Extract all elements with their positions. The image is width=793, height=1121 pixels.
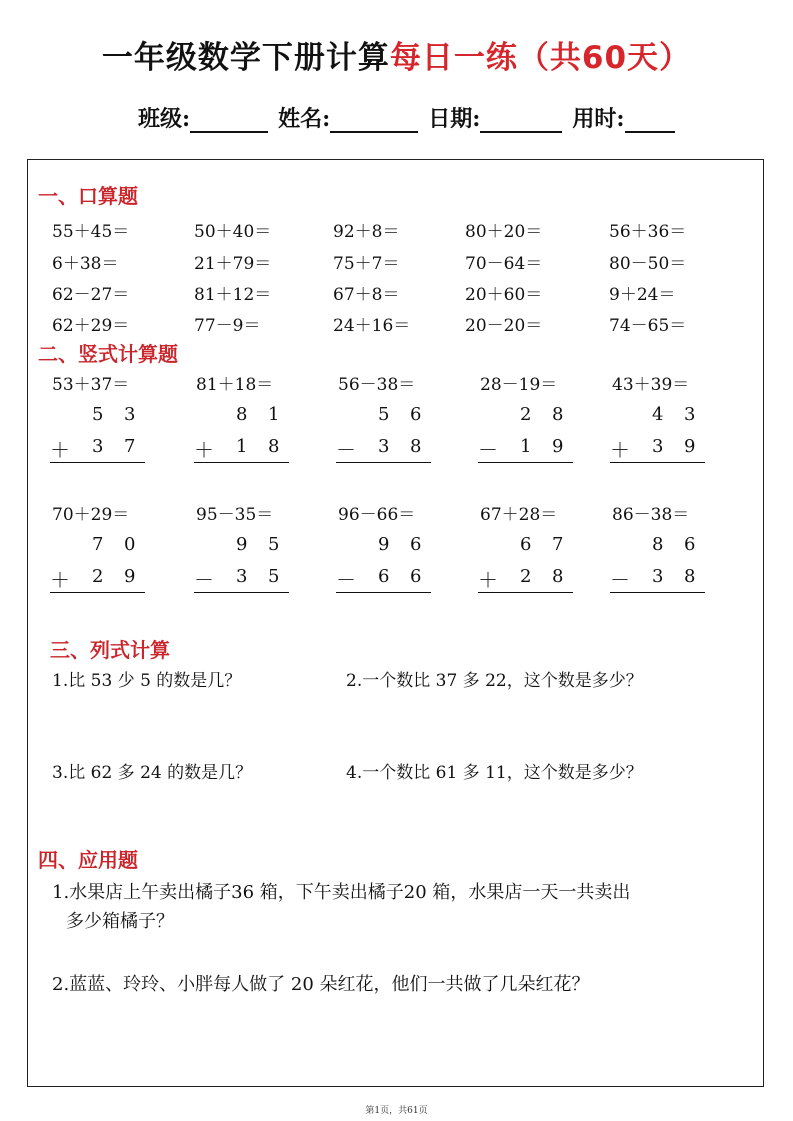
- oral-problem: 81＋12＝: [194, 285, 272, 305]
- oral-problem: 74－65＝: [609, 316, 687, 336]
- title-black: 一年级数学下册计算: [101, 40, 390, 76]
- word-problem-2: 2.蓝蓝、玲玲、小胖每人做了 20 朵红花，他们一共做了几朵红花？: [52, 974, 590, 995]
- bottom-tens-digit: 3: [236, 566, 248, 587]
- bottom-tens-digit: 3: [652, 566, 664, 587]
- vertical-equation: 43＋39＝: [612, 375, 690, 395]
- vertical-equation: 95－35＝: [196, 505, 274, 525]
- class-label: 班级:: [138, 106, 191, 132]
- top-ones-digit: 6: [410, 404, 422, 425]
- oral-problem: 6＋38＝: [52, 254, 119, 274]
- top-ones-digit: 8: [552, 404, 564, 425]
- student-info-row: [138, 102, 675, 133]
- oral-problem: 56＋36＝: [609, 222, 687, 242]
- bottom-tens-digit: 3: [92, 436, 104, 457]
- top-tens-digit: 4: [652, 404, 664, 425]
- oral-problem: 80－50＝: [609, 254, 687, 274]
- question-4: 4.一个数比 61 多 11，这个数是多少？: [346, 763, 643, 783]
- page-footer: 第1页，共61页: [365, 1106, 428, 1116]
- top-tens-digit: 5: [378, 404, 390, 425]
- bottom-ones-digit: 6: [410, 566, 422, 587]
- bottom-ones-digit: 9: [684, 436, 696, 457]
- vertical-equation: 67＋28＝: [480, 505, 558, 525]
- bottom-ones-digit: 9: [124, 566, 136, 587]
- bottom-ones-digit: 8: [552, 566, 564, 587]
- title-red: 每日一练（共60天）: [389, 40, 692, 76]
- operator-sign: ＋: [50, 568, 70, 592]
- answer-line: [478, 592, 573, 593]
- date-blank[interactable]: [480, 109, 562, 133]
- vertical-equation: 53＋37＝: [52, 375, 130, 395]
- operator-sign: ＋: [50, 438, 70, 462]
- operator-sign: －: [194, 568, 214, 592]
- answer-line: [194, 592, 289, 593]
- bottom-tens-digit: 3: [378, 436, 390, 457]
- oral-problem: 9＋24＝: [609, 285, 676, 305]
- top-tens-digit: 5: [92, 404, 104, 425]
- operator-sign: －: [336, 568, 356, 592]
- operator-sign: －: [478, 438, 498, 462]
- oral-problem: 55＋45＝: [52, 222, 130, 242]
- vertical-equation: 86－38＝: [612, 505, 690, 525]
- top-ones-digit: 6: [684, 534, 696, 555]
- bottom-tens-digit: 2: [92, 566, 104, 587]
- question-1: 1.比 53 少 5 的数是几？: [52, 671, 242, 691]
- oral-problem: 20＋60＝: [465, 285, 543, 305]
- bottom-ones-digit: 8: [684, 566, 696, 587]
- answer-line: [336, 592, 431, 593]
- oral-problem: 62－27＝: [52, 285, 130, 305]
- answer-line: [610, 592, 705, 593]
- bottom-ones-digit: 8: [410, 436, 422, 457]
- top-tens-digit: 9: [236, 534, 248, 555]
- oral-problem: 67＋8＝: [333, 285, 400, 305]
- bottom-tens-digit: 1: [236, 436, 248, 457]
- word-problem-1-line2: 多少箱橘子？: [66, 911, 174, 932]
- top-ones-digit: 1: [268, 404, 280, 425]
- operator-sign: －: [336, 438, 356, 462]
- top-tens-digit: 2: [520, 404, 532, 425]
- question-2: 2.一个数比 37 多 22，这个数是多少？: [346, 671, 643, 691]
- bottom-tens-digit: 2: [520, 566, 532, 587]
- answer-line: [194, 462, 289, 463]
- oral-problem: 20－20＝: [465, 316, 543, 336]
- top-tens-digit: 6: [520, 534, 532, 555]
- vertical-equation: 96－66＝: [338, 505, 416, 525]
- top-ones-digit: 0: [124, 534, 136, 555]
- vertical-equation: 81＋18＝: [196, 375, 274, 395]
- oral-problem: 24＋16＝: [333, 316, 411, 336]
- oral-problem: 50＋40＝: [194, 222, 272, 242]
- top-ones-digit: 5: [268, 534, 280, 555]
- oral-problem: 62＋29＝: [52, 316, 130, 336]
- time-blank[interactable]: [625, 109, 675, 133]
- bottom-ones-digit: 5: [268, 566, 280, 587]
- section1-title: 一、口算题: [38, 184, 138, 208]
- top-tens-digit: 8: [236, 404, 248, 425]
- oral-problem: 21＋79＝: [194, 254, 272, 274]
- section4-title: 四、应用题: [38, 848, 138, 872]
- vertical-equation: 28－19＝: [480, 375, 558, 395]
- operator-sign: ＋: [478, 568, 498, 592]
- name-blank[interactable]: [330, 109, 418, 133]
- question-3: 3.比 62 多 24 的数是几？: [52, 763, 253, 783]
- answer-line: [478, 462, 573, 463]
- operator-sign: ＋: [610, 438, 630, 462]
- top-tens-digit: 8: [652, 534, 664, 555]
- oral-problem: 77－9＝: [194, 316, 261, 336]
- oral-problem: 75＋7＝: [333, 254, 400, 274]
- vertical-equation: 70＋29＝: [52, 505, 130, 525]
- top-ones-digit: 3: [124, 404, 136, 425]
- top-ones-digit: 6: [410, 534, 422, 555]
- answer-line: [610, 462, 705, 463]
- bottom-ones-digit: 9: [552, 436, 564, 457]
- section2-title: 二、竖式计算题: [38, 342, 178, 366]
- answer-line: [336, 462, 431, 463]
- bottom-tens-digit: 3: [652, 436, 664, 457]
- bottom-tens-digit: 6: [378, 566, 390, 587]
- name-label: 姓名:: [278, 106, 331, 132]
- oral-problem: 80＋20＝: [465, 222, 543, 242]
- word-problem-1-line1: 1.水果店上午卖出橘子36 箱，下午卖出橘子20 箱，水果店一天一共卖出: [52, 882, 631, 903]
- answer-line: [50, 462, 145, 463]
- top-tens-digit: 7: [92, 534, 104, 555]
- operator-sign: －: [610, 568, 630, 592]
- vertical-equation: 56－38＝: [338, 375, 416, 395]
- bottom-ones-digit: 7: [124, 436, 136, 457]
- section3-title: 三、列式计算: [50, 638, 170, 662]
- answer-line: [50, 592, 145, 593]
- date-label: 日期:: [428, 106, 481, 132]
- page-title: [0, 32, 793, 77]
- class-blank[interactable]: [190, 109, 268, 133]
- top-ones-digit: 7: [552, 534, 564, 555]
- bottom-tens-digit: 1: [520, 436, 532, 457]
- oral-problem: 70－64＝: [465, 254, 543, 274]
- oral-problem: 92＋8＝: [333, 222, 400, 242]
- top-ones-digit: 3: [684, 404, 696, 425]
- top-tens-digit: 9: [378, 534, 390, 555]
- time-label: 用时:: [572, 106, 625, 132]
- operator-sign: ＋: [194, 438, 214, 462]
- bottom-ones-digit: 8: [268, 436, 280, 457]
